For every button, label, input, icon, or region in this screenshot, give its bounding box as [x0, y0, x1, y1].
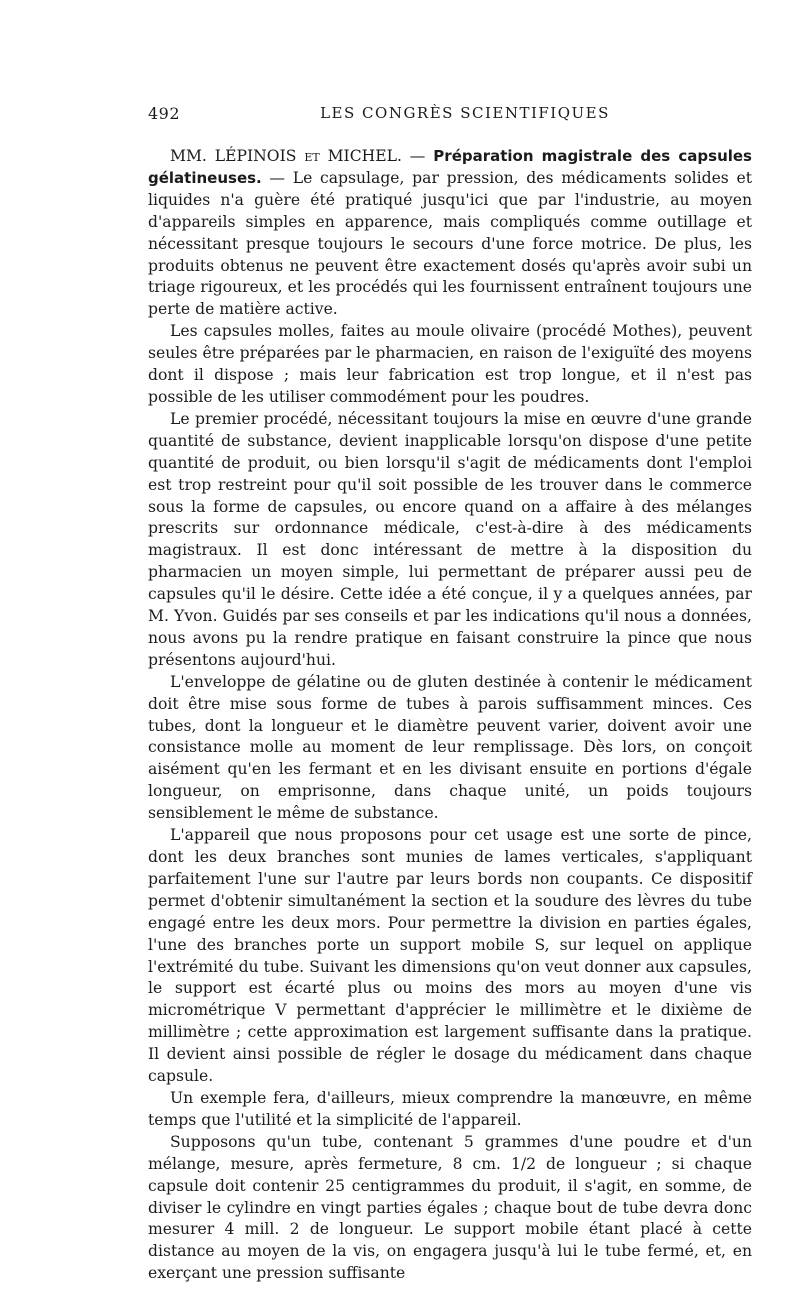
paragraph: Le premier procédé, nécessitant toujours la mise en œuvre d'une grande quantité de substance, devient inapplicable lorsqu'on dispose d'une petite quantité de produit, ou bien lorsqu'il s'agit de médicaments dont l'emploi est trop restreint pour qu'il soit possible de les trouver dans le commerce sous la forme de capsules, ou encore quand on a affaire à des mélanges prescrits sur ordonnance médicale, c'est-à-dire à des médicaments magistraux. Il est donc intéressant de mettre à la disposition du pharmacien un moyen simple, lui permettant de préparer aussi peu de capsules qu'il le désire. Cette idée a été conçue, il y a quelques années, par M. Yvon. Guidés par ses conseils et par les indications qu'il nous a données, nous avons pu la rendre pratique en faisant construire la pince que nous présentons aujourd'hui.	[148, 409, 752, 669]
page-header	[148, 104, 752, 130]
article-authors: MM. LÉPINOIS et MICHEL. —	[170, 147, 434, 165]
article-opening-paragraph	[148, 146, 752, 321]
paragraph: L'appareil que nous proposons pour cet usage est une sorte de pince, dont les deux branches sont munies de lames verticales, s'appliquant parfaitement l'une sur l'autre par leurs bords non coupants. Ce dispositif permet d'obtenir simultanément la section et la soudure des lèvres du tube engagé entre les deux mors. Pour permettre la division en parties égales, l'une des branches porte un support mobile S, sur lequel on applique l'extrémité du tube. Suivant les dimensions qu'on veut donner aux capsules, le support est écarté plus ou moins des mors au moyen d'une vis micrométrique V permettant d'apprécier le millimètre et le dixième de millimètre ; cette approximation est largement suffisante dans la pratique. Il devient ainsi possible de régler le dosage du médicament dans chaque capsule.	[148, 826, 752, 1086]
paragraph: Un exemple fera, d'ailleurs, mieux comprendre la manœuvre, en même temps que l'utilité et la simplicité de l'appareil.	[148, 1088, 752, 1129]
article-intro-text: — Le capsulage, par pression, des médicaments solides et liquides n'a guère été pratiqué jusqu'ici que par l'industrie, au moyen d'appareils simples en apparence, mais compliqués comme outillage et nécessitant presque toujours le secours d'une force motrice. De plus, les produits obtenus ne peuvent être exactement dosés qu'après avoir subi un triage rigoureux, et les procédés qui les fournissent entraînent toujours une perte de matière active.	[148, 168, 752, 319]
paragraph: L'enveloppe de gélatine ou de gluten destinée à contenir le médicament doit être mise sous forme de tubes à parois suffisamment minces. Ces tubes, dont la longueur et le diamètre peuvent varier, doivent avoir une consistance molle au moment de leur remplissage. Dès lors, on conçoit aisément qu'en les fermant et en les divisant ensuite en portions d'égale longueur, on emprisonne, dans chaque unité, un poids toujours sensiblement le même de substance.	[148, 672, 752, 823]
paragraph: Supposons qu'un tube, contenant 5 grammes d'une poudre et d'un mélange, mesure, après fermeture, 8 cm. 1/2 de longueur ; si chaque capsule doit contenir 25 centigrammes du produit, il s'agit, en somme, de diviser le cylindre en vingt parties égales ; chaque bout de tube devra donc mesurer 4 mill. 2 de longueur. Le support mobile étant placé à cette distance au moyen de la vis, on engagera jusqu'à lui le tube fermé, et, en exerçant une pression suffisante	[148, 1132, 752, 1283]
page-number: 492	[148, 104, 181, 123]
paragraph: Les capsules molles, faites au moule olivaire (procédé Mothes), peuvent seules être préparées par le pharmacien, en raison de l'exiguïté des moyens dont il dispose ; mais leur fabrication est trop longue, et il n'est pas possible de les utiliser commodément pour les poudres.	[148, 322, 752, 406]
article-title: Préparation magistrale des capsules gélatineuses.	[148, 147, 752, 187]
article-body	[148, 146, 752, 1285]
running-title: LES CONGRÈS SCIENTIFIQUES	[320, 104, 610, 122]
